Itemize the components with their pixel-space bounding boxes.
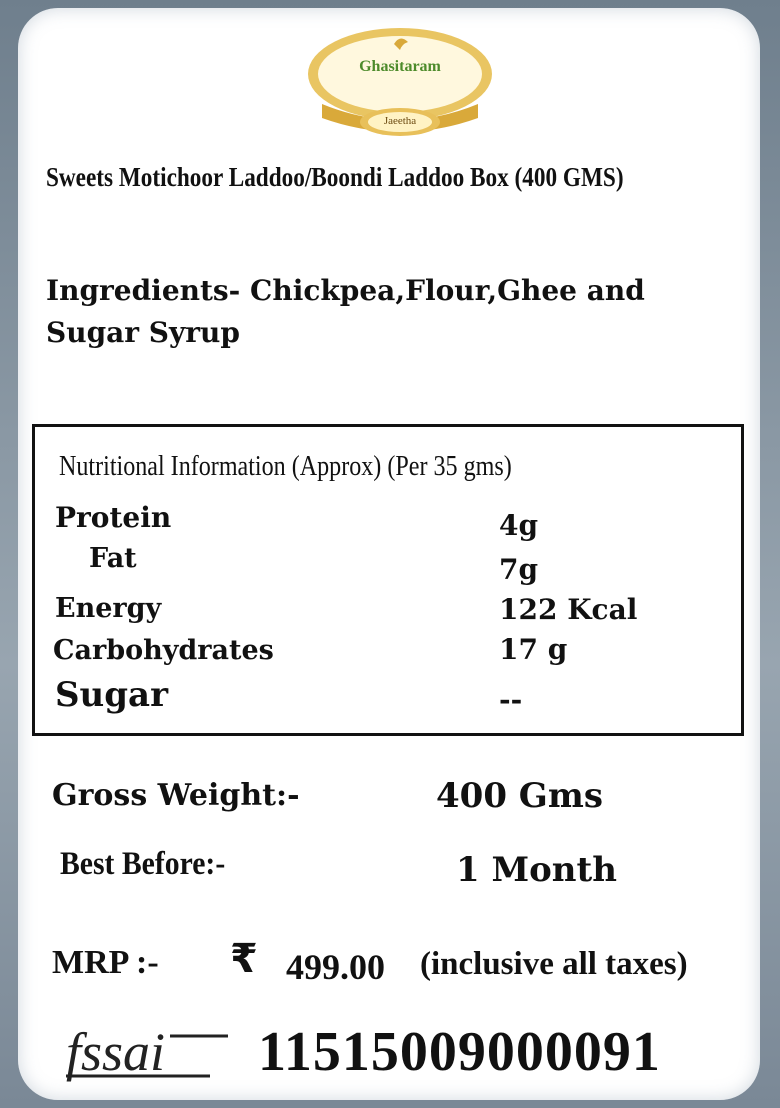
brand-tagline: Jaeetha	[383, 115, 417, 127]
best-before-label: Best Before:-	[60, 846, 226, 882]
product-label-card	[18, 8, 760, 1100]
rupee-symbol: ₹	[230, 936, 258, 982]
nutrition-label-protein: Protein	[55, 501, 172, 534]
nutrition-title: Nutritional Information (Approx) (Per 35 gms)	[59, 451, 512, 482]
nutrition-value-fat: 7g	[499, 553, 539, 586]
fssai-license-number: 11515009000091	[258, 1021, 661, 1083]
mrp-value: 499.00	[286, 947, 385, 987]
brand-name: Ghasitaram	[359, 58, 441, 75]
nutrition-value-protein: 4g	[499, 509, 539, 542]
ingredients-line-1: Ingredients- Chickpea,Flour,Ghee and	[46, 274, 645, 307]
gross-weight-label: Gross Weight:-	[52, 778, 300, 813]
ingredients	[46, 270, 706, 354]
nutrition-label-fat: Fat	[89, 543, 137, 574]
nutrition-label-carbohydrates: Carbohydrates	[53, 635, 274, 666]
ghasitaram-logo-icon	[302, 18, 498, 138]
mrp-label: MRP :-	[52, 944, 159, 981]
mrp-note: (inclusive all taxes)	[420, 946, 688, 982]
gross-weight-value: 400 Gms	[436, 776, 603, 816]
nutrition-value-sugar: --	[499, 683, 523, 716]
nutrition-label-sugar: Sugar	[55, 675, 168, 715]
fssai-logo-icon	[60, 1018, 238, 1086]
nutrition-value-energy: 122 Kcal	[499, 593, 638, 626]
nutrition-value-carbohydrates: 17 g	[499, 633, 568, 666]
ingredients-line-2: Sugar Syrup	[46, 316, 240, 349]
nutrition-panel	[32, 424, 744, 736]
fssai-logo-text: fssai	[66, 1022, 166, 1082]
nutrition-label-energy: Energy	[55, 593, 162, 624]
product-title: Sweets Motichoor Laddoo/Boondi Laddoo Box (400 GMS)	[46, 162, 624, 192]
best-before-value: 1 Month	[456, 850, 617, 890]
